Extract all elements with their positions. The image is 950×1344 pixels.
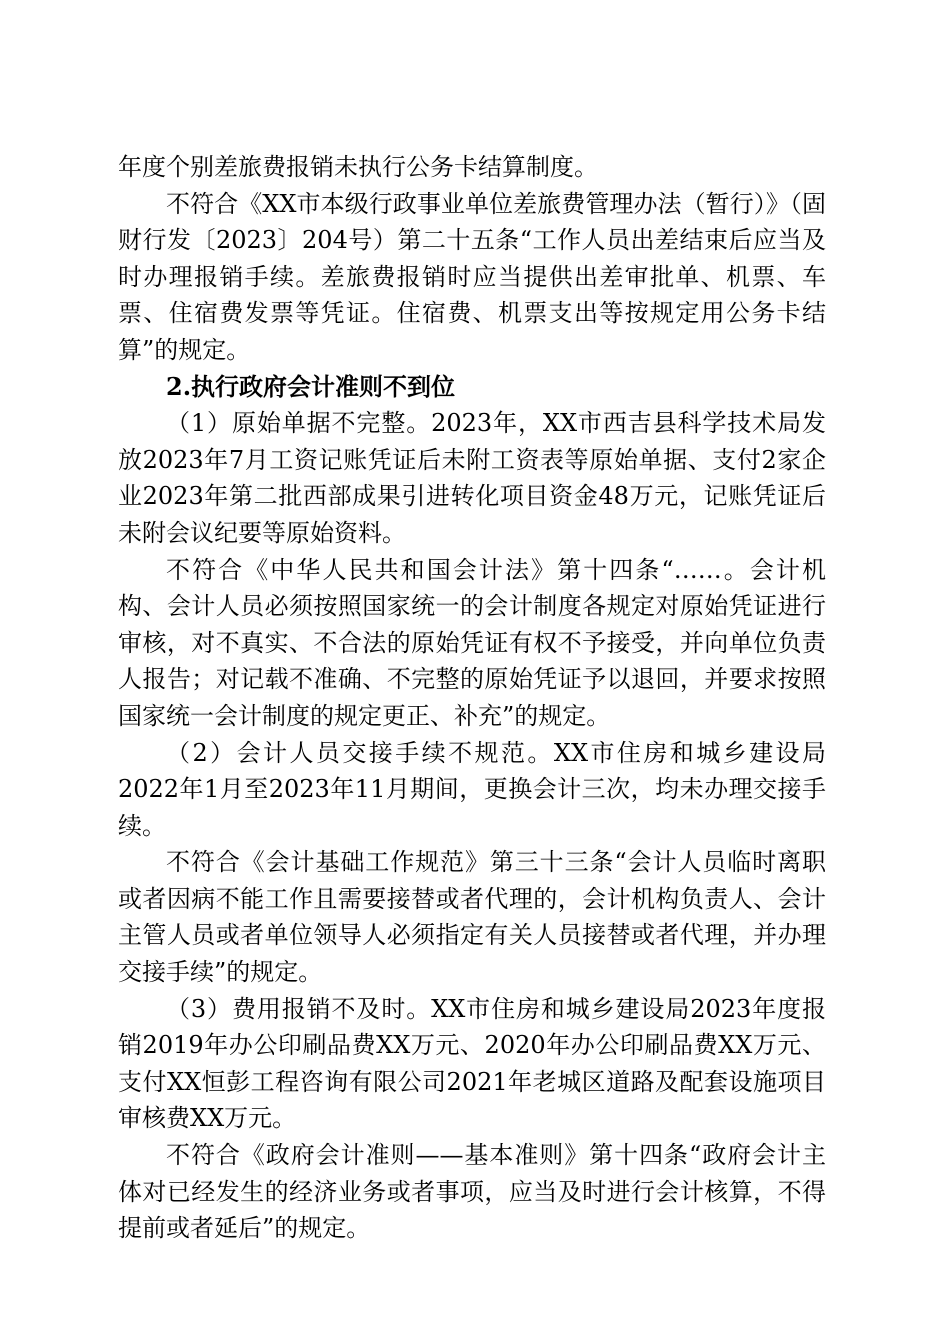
section-heading-accounting-standards: 2.执行政府会计准则不到位 xyxy=(166,371,456,401)
paragraph-handover-issue: （2）会计人员交接手续不规范。XX市住房和城乡建设局2022年1月至2023年11月期间，更换会计三次，均未办理交接手续。 xyxy=(118,738,826,840)
paragraph-accounting-law: 不符合《中华人民共和国会计法》第十四条“……。会计机构、会计人员必须按照国家统一的会计制度各规定对原始凭证进行审核，对不真实、不合法的原始凭证有权不予接受，并向单位负责人报告；对记载不准确、不完整的原始凭证予以退回，并要求按照国家统一会计制度的规定更正、补充”的规定。 xyxy=(118,555,826,730)
paragraph-late-reimbursement: （3）费用报销不及时。XX市住房和城乡建设局2023年度报销2019年办公印刷品费XX万元、2020年办公印刷品费XX万元、支付XX恒彭工程咨询有限公司2021年老城区道路及配套设施项目审核费XX万元。 xyxy=(118,994,826,1133)
document-body xyxy=(118,149,826,1247)
paragraph-basic-standard: 不符合《政府会计准则——基本准则》第十四条“政府会计主体对已经发生的经济业务或者事项，应当及时进行会计核算，不得提前或者延后”的规定。 xyxy=(118,1141,826,1243)
paragraph-continuation: 年度个别差旅费报销未执行公务卡结算制度。 xyxy=(118,153,598,181)
paragraph-travel-regulation: 不符合《XX市本级行政事业单位差旅费管理办法（暂行）》（固财行发〔2023〕204号）第二十五条“工作人员出差结束后应当及时办理报销手续。差旅费报销时应当提供出差审批单、机票、车票、住宿费发票等凭证。住宿费、机票支出等按规定用公务卡结算”的规定。 xyxy=(118,189,826,364)
paragraph-incomplete-documents: （1）原始单据不完整。2023年，XX市西吉县科学技术局发放2023年7月工资记账凭证后未附工资表等原始单据、支付2家企业2023年第二批西部成果引进转化项目资金48万元，记账凭证后未附会议纪要等原始资料。 xyxy=(118,409,826,547)
paragraph-work-norms: 不符合《会计基础工作规范》第三十三条“会计人员临时离职或者因病不能工作且需要接替或者代理的，会计机构负责人、会计主管人员或者单位领导人必须指定有关人员接替或者代理，并办理交接手续”的规定。 xyxy=(118,848,826,987)
